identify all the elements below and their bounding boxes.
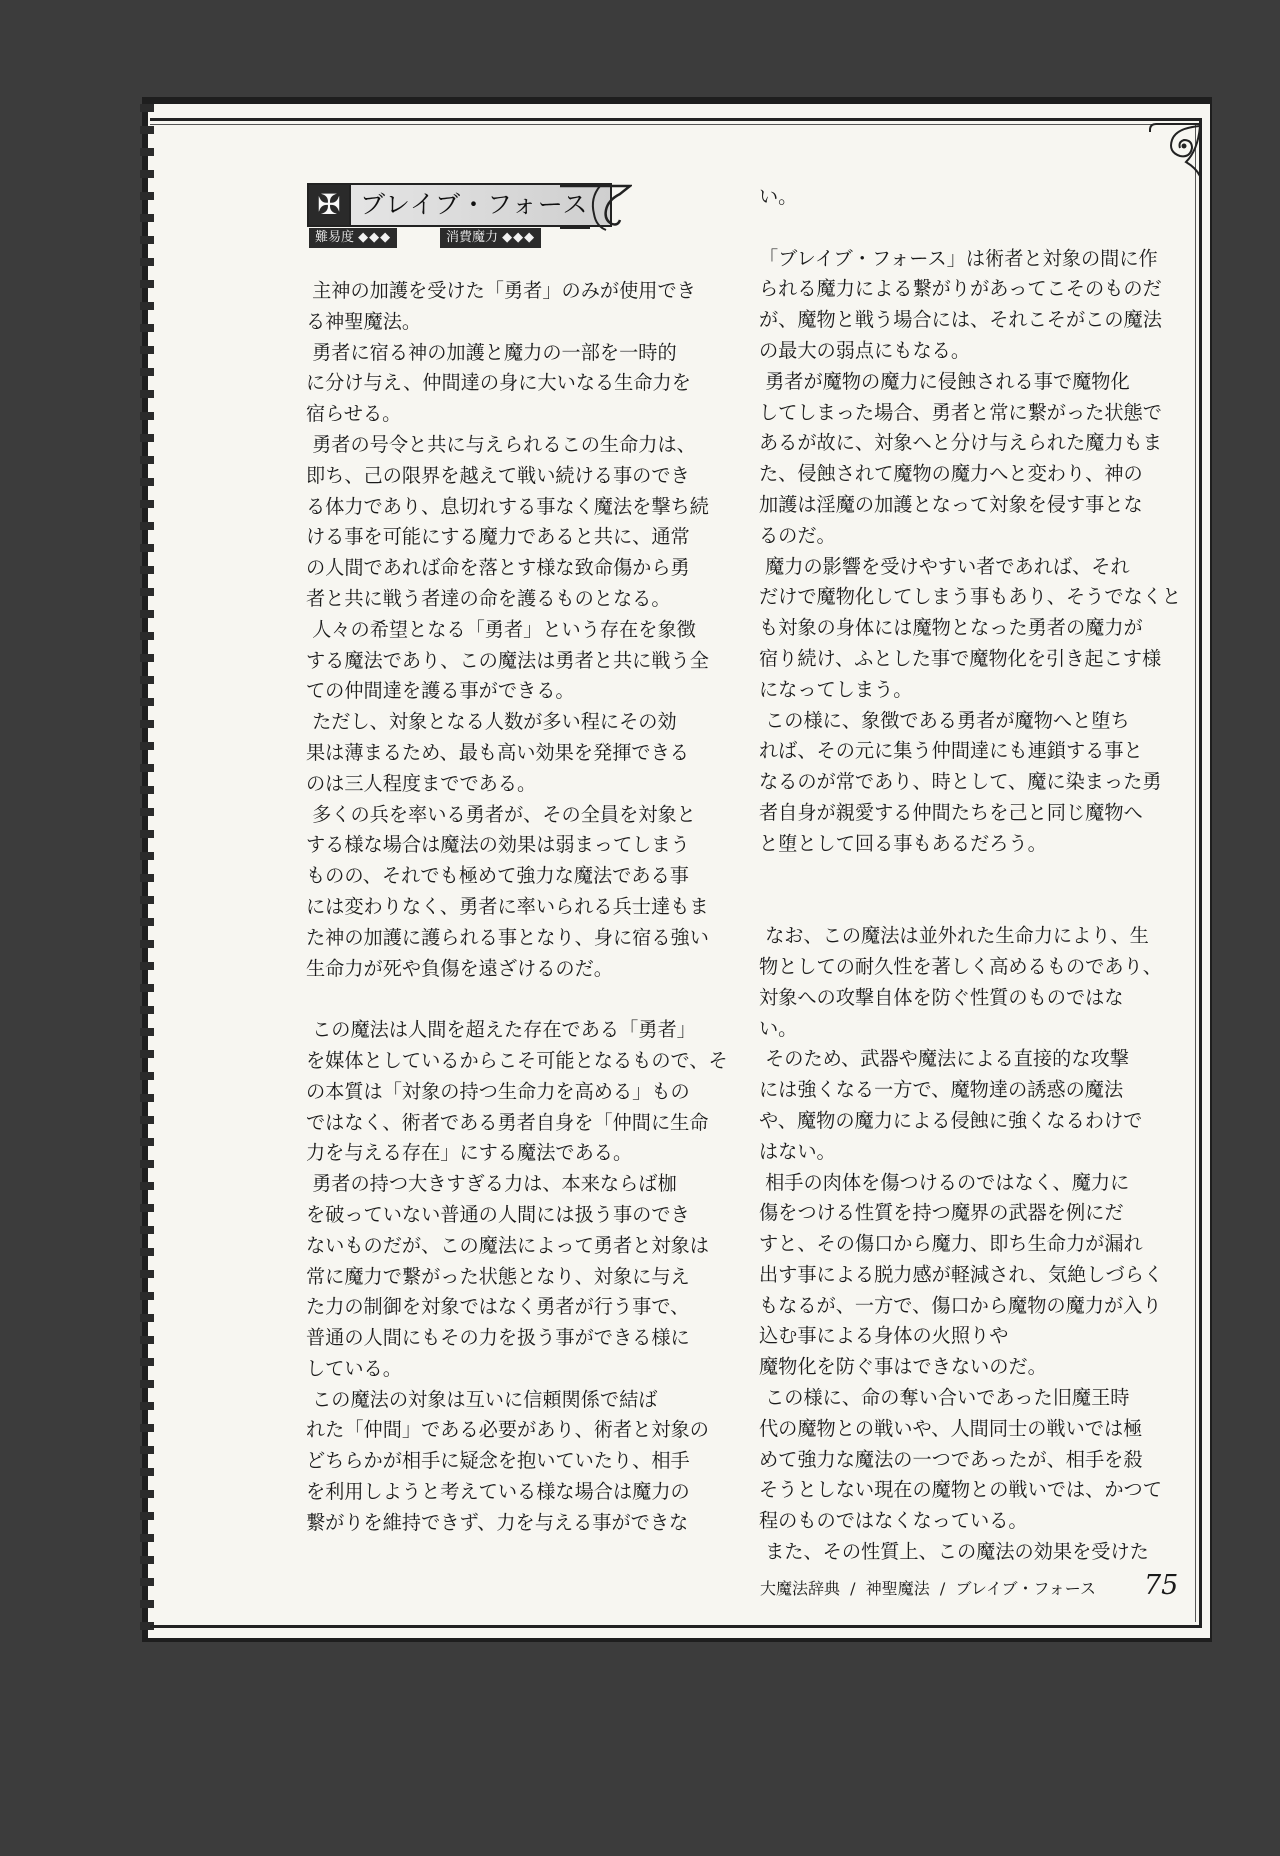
- difficulty-badge: [309, 228, 397, 248]
- text-line: ないものだが、この魔法によって勇者と対象は: [306, 1233, 709, 1257]
- text-line: ただし、対象となる人数が多い程にその効: [306, 710, 677, 734]
- text-line: する様な場合は魔法の効果は弱まってしまう: [306, 833, 690, 857]
- text-line: 込む事による身体の火照りや: [759, 1324, 1009, 1348]
- cost-diamonds: ◆◆◆: [502, 230, 536, 245]
- text-line: 者と共に戦う者達の命を護るものとなる。: [306, 586, 671, 610]
- text-line: する魔法であり、この魔法は勇者と共に戦う全: [306, 648, 709, 672]
- text-line: も対象の身体には魔物となった勇者の魔力が: [759, 616, 1143, 640]
- cross-icon: ✠: [307, 183, 351, 227]
- text-line: なるのが常であり、時として、魔に染まった勇: [759, 770, 1162, 794]
- text-line: ての仲間達を護る事ができる。: [306, 679, 575, 703]
- text-line: 常に魔力で繋がった状態となり、対象に与え: [306, 1264, 690, 1288]
- text-line: している。: [306, 1356, 402, 1380]
- text-line: た、侵蝕されて魔物の魔力へと変わり、神の: [759, 462, 1143, 486]
- text-line: 多くの兵を率いる勇者が、その全員を対象と: [306, 802, 696, 826]
- text-line: 繋がりを維持できず、力を与える事ができな: [306, 1510, 689, 1534]
- text-line: 「ブレイブ・フォース」は術者と対象の間に作: [759, 246, 1158, 270]
- text-line: のは三人程度までである。: [306, 771, 537, 795]
- text-line: なお、この魔法は並外れた生命力により、生: [759, 924, 1149, 948]
- text-line: [759, 213, 1159, 244]
- text-line: や、魔物の魔力による侵蝕に強くなるわけで: [759, 1108, 1143, 1132]
- text-line: れば、その元に集う仲間達にも連鎖する事と: [759, 739, 1143, 763]
- cost-badge: [440, 228, 541, 248]
- text-line: 主神の加護を受けた「勇者」のみが使用でき: [306, 279, 696, 302]
- text-line: この魔法は人間を超えた存在である「勇者」: [306, 1018, 696, 1042]
- text-line: そうとしない現在の魔物との戦いでは、かつて: [759, 1478, 1162, 1502]
- text-line: 魔物化を防ぐ事はできないのだ。: [759, 1355, 1047, 1379]
- text-line: 人々の希望となる「勇者」という存在を象徴: [306, 617, 696, 641]
- difficulty-label: 難易度: [315, 230, 355, 245]
- text-line: に分け与え、仲間達の身に大いなる生命力を: [306, 371, 691, 395]
- text-line: を利用しようと考えている様な場合は魔力の: [306, 1480, 690, 1504]
- text-line: だけで魔物化してしまう事もあり、そうでなくと: [759, 585, 1182, 609]
- text-line: と堕として回る事もあるだろう。: [759, 831, 1047, 855]
- text-line: を媒体としているからこそ可能となるもので、そ: [306, 1048, 728, 1072]
- text-line: 者自身が親愛する仲間たちを己と同じ魔物へ: [759, 800, 1143, 824]
- text-line: には強くなる一方で、魔物達の誘惑の魔法: [759, 1078, 1124, 1102]
- spell-title: ブレイブ・フォース: [360, 190, 589, 219]
- text-line: る神聖魔法。: [306, 309, 422, 333]
- text-line: の本質は「対象の持つ生命力を高める」もの: [306, 1079, 690, 1103]
- text-line: 宿り続け、ふとした事で魔物化を引き起こす様: [759, 646, 1162, 670]
- text-line: [759, 860, 1159, 891]
- text-line: れた「仲間」である必要があり、術者と対象の: [306, 1418, 709, 1442]
- text-line: [759, 890, 1159, 921]
- text-line: 即ち、己の限界を越えて戦い続ける事のでき: [306, 463, 690, 487]
- cost-label: 消費魔力: [446, 230, 499, 245]
- text-line: すと、その傷口から魔力、即ち生命力が漏れ: [759, 1232, 1143, 1256]
- text-line: る体力であり、息切れする事なく魔法を撃ち続: [306, 494, 709, 518]
- text-line: 魔力の影響を受けやすい者であれば、それ: [759, 554, 1130, 578]
- text-line: 力を与える存在」にする魔法である。: [306, 1141, 633, 1165]
- text-line: また、その性質上、この魔法の効果を受けた: [759, 1540, 1149, 1564]
- text-line: には変わりなく、勇者に率いられる兵士達もま: [306, 894, 709, 918]
- text-line: この様に、命の奪い合いであった旧魔王時: [759, 1386, 1130, 1410]
- text-line: はない。: [759, 1139, 836, 1163]
- text-line: 勇者が魔物の魔力に侵蝕される事で魔物化: [759, 369, 1130, 393]
- text-line: 対象への攻撃自体を防ぐ性質のものではな: [759, 985, 1124, 1009]
- text-line: この魔法の対象は互いに信頼関係で結ば: [306, 1387, 658, 1411]
- text-line: ける事を可能にする魔力であると共に、通常: [306, 525, 690, 549]
- text-line: 勇者の持つ大きすぎる力は、本来ならば枷: [306, 1172, 677, 1196]
- text-line: 普通の人間にもその力を扱う事ができる様に: [306, 1326, 690, 1350]
- title-ornament-icon: [560, 180, 632, 236]
- text-line: もなるが、一方で、傷口から魔物の魔力が入り: [759, 1293, 1162, 1317]
- text-line: られる魔力による繋がりがあってこそのものだ: [759, 277, 1162, 301]
- text-line: 生命力が死や負傷を遠ざけるのだ。: [306, 956, 613, 980]
- text-line: 勇者に宿る神の加護と魔力の一部を一時的: [306, 340, 677, 364]
- text-line: を破っていない普通の人間には扱う事のでき: [306, 1202, 690, 1226]
- left-column: [306, 276, 728, 1539]
- text-line: い。: [759, 185, 798, 208]
- text-line: めて強力な魔法の一つであったが、相手を殺: [759, 1447, 1143, 1471]
- text-line: た力の制御を対象ではなく勇者が行う事で、: [306, 1295, 690, 1319]
- text-line: ではなく、術者である勇者自身を「仲間に生命: [306, 1110, 709, 1134]
- text-line: ものの、それでも極めて強力な魔法である事: [306, 864, 689, 888]
- footer-breadcrumb: 大魔法辞典 / 神聖魔法 / ブレイブ・フォース: [760, 1579, 1096, 1598]
- text-line: 物としての耐久性を著しく高めるものであり、: [759, 954, 1162, 978]
- text-line: 宿らせる。: [306, 402, 402, 426]
- text-line: 程のものではなくなっている。: [759, 1509, 1028, 1533]
- text-line: るのだ。: [759, 523, 836, 547]
- corner-ornament-icon: [1146, 122, 1202, 178]
- text-line: あるが故に、対象へと分け与えられた魔力もま: [759, 431, 1162, 455]
- text-line: どちらかが相手に疑念を抱いていたり、相手: [306, 1449, 690, 1473]
- text-line: の人間であれば命を落とす様な致命傷から勇: [306, 556, 690, 580]
- difficulty-diamonds: ◆◆◆: [358, 230, 392, 245]
- text-line: 傷をつける性質を持つ魔界の武器を例にだ: [759, 1201, 1124, 1225]
- right-column: [759, 182, 1182, 1568]
- text-line: 勇者の号令と共に与えられるこの生命力は、: [306, 432, 696, 456]
- page-number: 75: [1144, 1570, 1179, 1601]
- text-line: 代の魔物との戦いや、人間同士の戦いでは極: [759, 1416, 1143, 1440]
- text-line: い。: [759, 1016, 798, 1040]
- text-line: 相手の肉体を傷つけるのではなく、魔力に: [759, 1170, 1130, 1194]
- text-line: が、魔物と戦う場合には、それこそがこの魔法: [759, 308, 1162, 332]
- text-line: 果は薄まるため、最も高い効果を発揮できる: [306, 740, 689, 764]
- text-line: してしまった場合、勇者と常に繋がった状態で: [759, 400, 1162, 424]
- text-line: の最大の弱点にもなる。: [759, 338, 971, 362]
- text-line: [306, 984, 706, 1015]
- text-line: 出す事による脱力感が軽減され、気絶しづらく: [759, 1262, 1164, 1286]
- text-line: になってしまう。: [759, 677, 913, 701]
- text-line: た神の加護に護られる事となり、身に宿る強い: [306, 925, 709, 949]
- text-line: 加護は淫魔の加護となって対象を侵す事とな: [759, 492, 1143, 516]
- text-line: この様に、象徴である勇者が魔物へと堕ち: [759, 708, 1130, 732]
- text-line: そのため、武器や魔法による直接的な攻撃: [759, 1047, 1129, 1071]
